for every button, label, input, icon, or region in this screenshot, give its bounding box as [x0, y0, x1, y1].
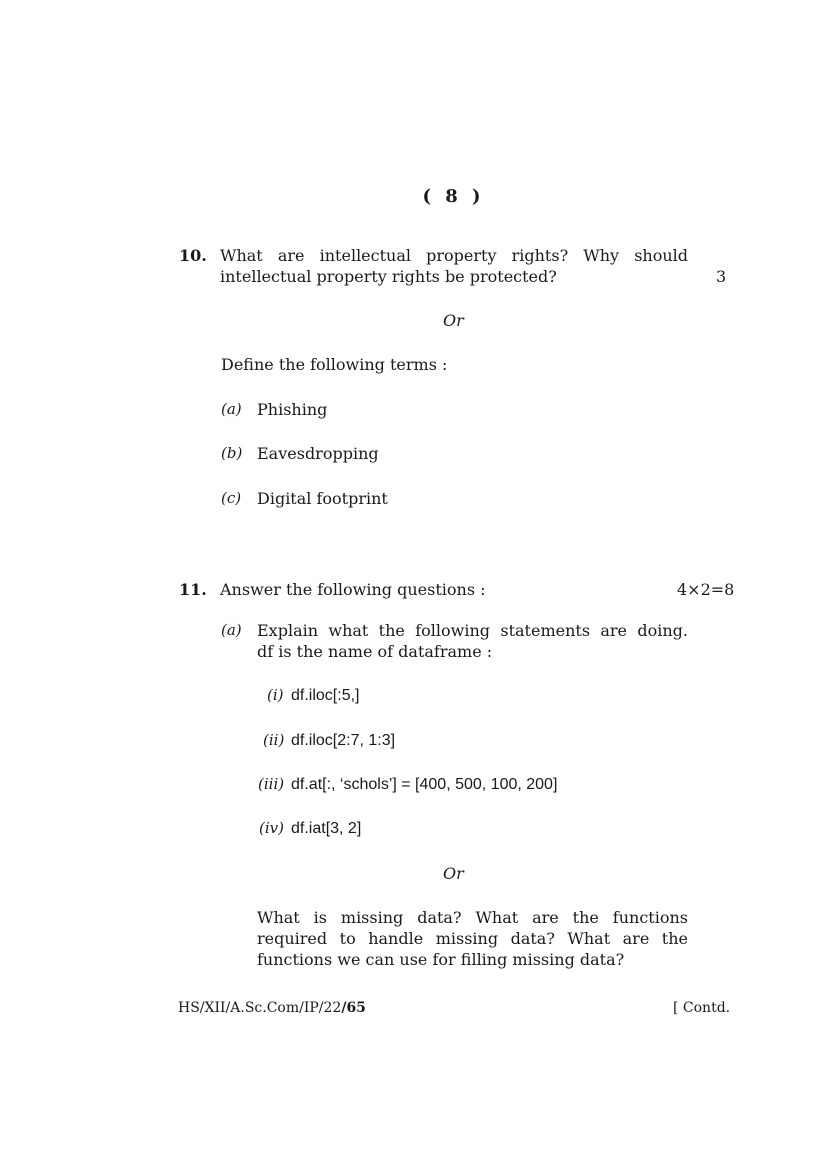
question-10-number: 10. [179, 246, 207, 265]
part-a-line-2: df is the name of dataframe : [257, 642, 493, 661]
question-10-line-1: What are intellectual property rights? Why should [220, 246, 688, 265]
question-10-alt-intro: Define the following terms : [221, 355, 448, 374]
term-a-label: (a) [221, 400, 242, 418]
question-10-marks: 3 [716, 267, 727, 286]
statement-iii-code: df.at[:, ‘schols’] = [400, 500, 100, 200] [291, 776, 558, 793]
statement-ii-label: (ii) [263, 731, 285, 749]
question-11-alt-line-1: What is missing data? What are the functions [257, 908, 688, 927]
question-10-line-2: intellectual property rights be protected? [220, 267, 557, 286]
statement-ii-code: df.iloc[2:7, 1:3] [291, 732, 396, 749]
statement-iv-label: (iv) [259, 819, 284, 837]
question-10-or: Or [443, 311, 464, 330]
term-b-label: (b) [221, 444, 243, 462]
footer-code-prefix: HS/XII/A.Sc.Com/IP/22 [178, 1000, 342, 1016]
part-a-label: (a) [221, 621, 242, 639]
question-11-intro: Answer the following questions : [220, 580, 486, 599]
term-c-label: (c) [221, 489, 242, 507]
statement-i-code: df.iloc[:5,] [291, 687, 360, 704]
question-11-marks: 4×2=8 [677, 580, 735, 599]
statement-iii-label: (iii) [258, 775, 285, 793]
term-a-text: Phishing [257, 400, 328, 419]
statement-iv-code: df.iat[3, 2] [291, 820, 362, 837]
part-a-line-1: Explain what the following statements are doing. [257, 621, 688, 640]
question-11-alt-line-2: required to handle missing data? What are the [257, 929, 688, 948]
footer-code-suffix: /65 [341, 1000, 366, 1016]
footer-code [178, 998, 366, 1019]
question-11-alt-line-3: functions we can use for filling missing data? [257, 950, 625, 969]
statement-i-label: (i) [267, 686, 284, 704]
page-number: ( 8 ) [422, 186, 485, 207]
question-11-number: 11. [179, 580, 207, 599]
term-b-text: Eavesdropping [257, 444, 379, 463]
question-11-or: Or [443, 864, 464, 883]
footer-contd: [ Contd. [673, 1000, 731, 1016]
term-c-text: Digital footprint [257, 489, 388, 508]
